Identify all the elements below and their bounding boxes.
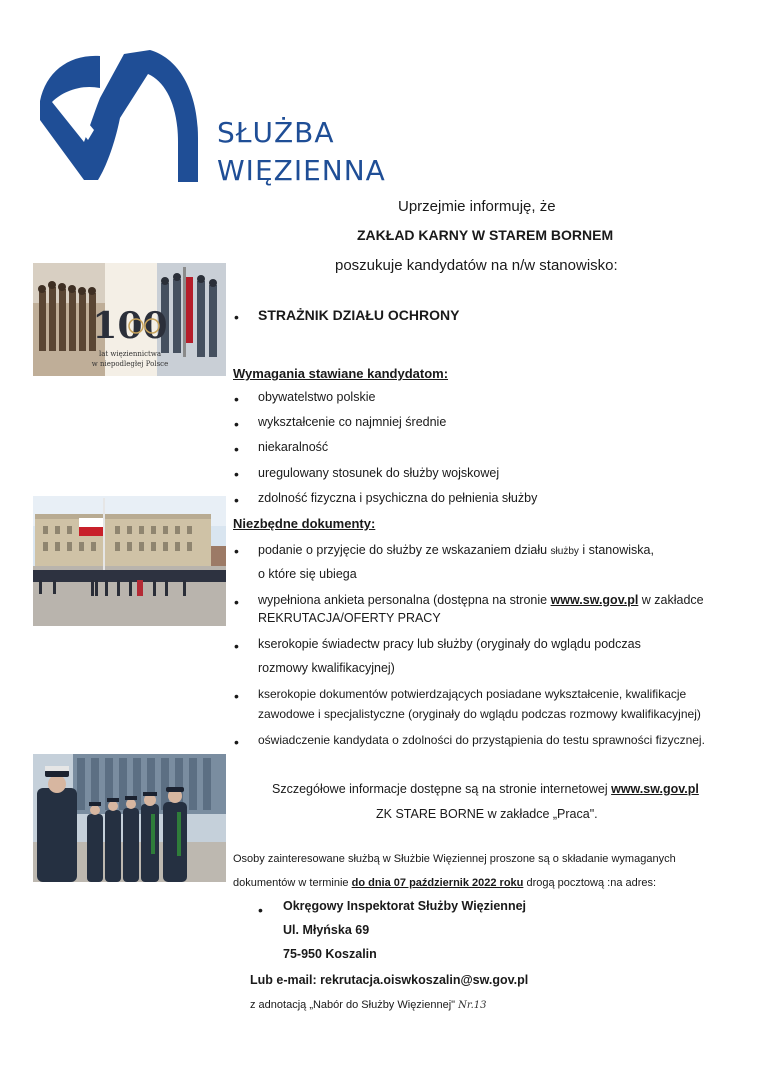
bullet-icon: • [234,734,239,750]
anniversary-photo [33,263,226,376]
facility-name: ZAKŁAD KARNY W STAREM BORNEM [357,227,614,243]
organization-name [217,114,386,190]
document-item-text-small: służby [550,546,579,557]
org-name-line1: SŁUŻBA [217,116,335,149]
website-link[interactable]: www.sw.gov.pl [611,782,699,796]
annotation-text: z adnotacją „Nabór do Służby Więziennej" [250,999,456,1011]
deadline: do dnia 07 październik 2022 roku [351,877,524,889]
requirements-title: Wymagania stawiane kandydatom: [233,366,449,381]
info-section-line: ZK STARE BORNE w zakładce „Praca". [376,807,598,821]
document-item-continued: o które się ubiega [258,567,357,581]
documents-title: Niezbędne dokumenty: [233,516,376,531]
bullet-icon: • [234,309,239,325]
intro-search-line: poszukuje kandydatów na n/w stanowisko: [335,257,618,274]
requirement-item: wykształcenie co najmniej średnie [258,415,447,429]
document-item [258,543,654,557]
requirement-item: uregulowany stosunek do służby wojskowej [258,466,500,480]
officers-photo [33,754,226,882]
address-line: Okręgowy Inspektorat Służby Więziennej [283,899,526,913]
bullet-icon: • [234,441,239,457]
sluzba-wiezienna-logo [38,46,202,182]
address-line: 75-950 Koszalin [283,947,377,961]
requirement-item: obywatelstwo polskie [258,390,376,404]
document-item: kserokopie świadectw pracy lub służby (oryginały do wglądu podczas [258,637,641,651]
document-item-continued: zawodowe i specjalistyczne (oryginały do wglądu podczas rozmowy kwalifikacyjnej) [258,707,701,721]
document-item-text: podanie o przyjęcie do służby ze wskazaniem działu [258,543,551,557]
bullet-icon: • [234,594,239,610]
bullet-icon: • [234,416,239,432]
document-item-text: w zakładce [638,593,704,607]
document-item: kserokopie dokumentów potwierdzających posiadane wykształcenie, kwalifikacje [258,687,687,701]
submission-text: dokumentów w terminie [233,877,352,889]
document-item-continued: REKRUTACJA/OFERTY PRACY [258,611,441,625]
parade-square-photo [33,496,226,626]
document-item: oświadczenie kandydata o zdolności do przystąpienia do testu sprawności fizycznej. [258,733,705,747]
anniversary-caption-2: w niepodległej Polsce [91,360,169,368]
intro-line: Uprzejmie informuję, że [398,198,556,215]
document-item-continued: rozmowy kwalifikacyjnej) [258,661,395,675]
info-line [272,782,699,796]
document-item-text: wypełniona ankieta personalna (dostępna na stronie [258,593,551,607]
bullet-icon: • [234,638,239,654]
requirement-item: zdolność fizyczna i psychiczna do pełnienia służby [258,491,538,505]
email-line: Lub e-mail: rekrutacja.oiswkoszalin@sw.gov.pl [250,973,529,987]
handwritten-number: Nr.13 [458,1000,487,1011]
org-name-line2: WIĘZIENNA [217,154,386,187]
submission-deadline-line [233,877,656,889]
requirement-item: niekaralność [258,440,329,454]
annotation-line [250,999,486,1011]
website-link[interactable]: www.sw.gov.pl [550,593,639,607]
info-text: Szczegółowe informacje dostępne są na stronie internetowej [272,782,612,796]
document-item [258,593,704,607]
submission-text: drogą pocztową :na adres: [523,877,657,889]
bullet-icon: • [258,902,263,918]
position-title: STRAŻNIK DZIAŁU OCHRONY [258,307,460,323]
anniversary-number: 100 [92,305,168,347]
anniversary-caption-1: lat więziennictwa [98,350,162,358]
bullet-icon: • [234,492,239,508]
bullet-icon: • [234,466,239,482]
submission-text: Osoby zainteresowane służbą w Służbie Więziennej proszone są o składanie wymaganych [233,853,676,865]
bullet-icon: • [234,391,239,407]
bullet-icon: • [234,543,239,559]
document-item-text: i stanowiska, [578,543,654,557]
address-line: Ul. Młyńska 69 [283,923,370,937]
bullet-icon: • [234,688,239,704]
